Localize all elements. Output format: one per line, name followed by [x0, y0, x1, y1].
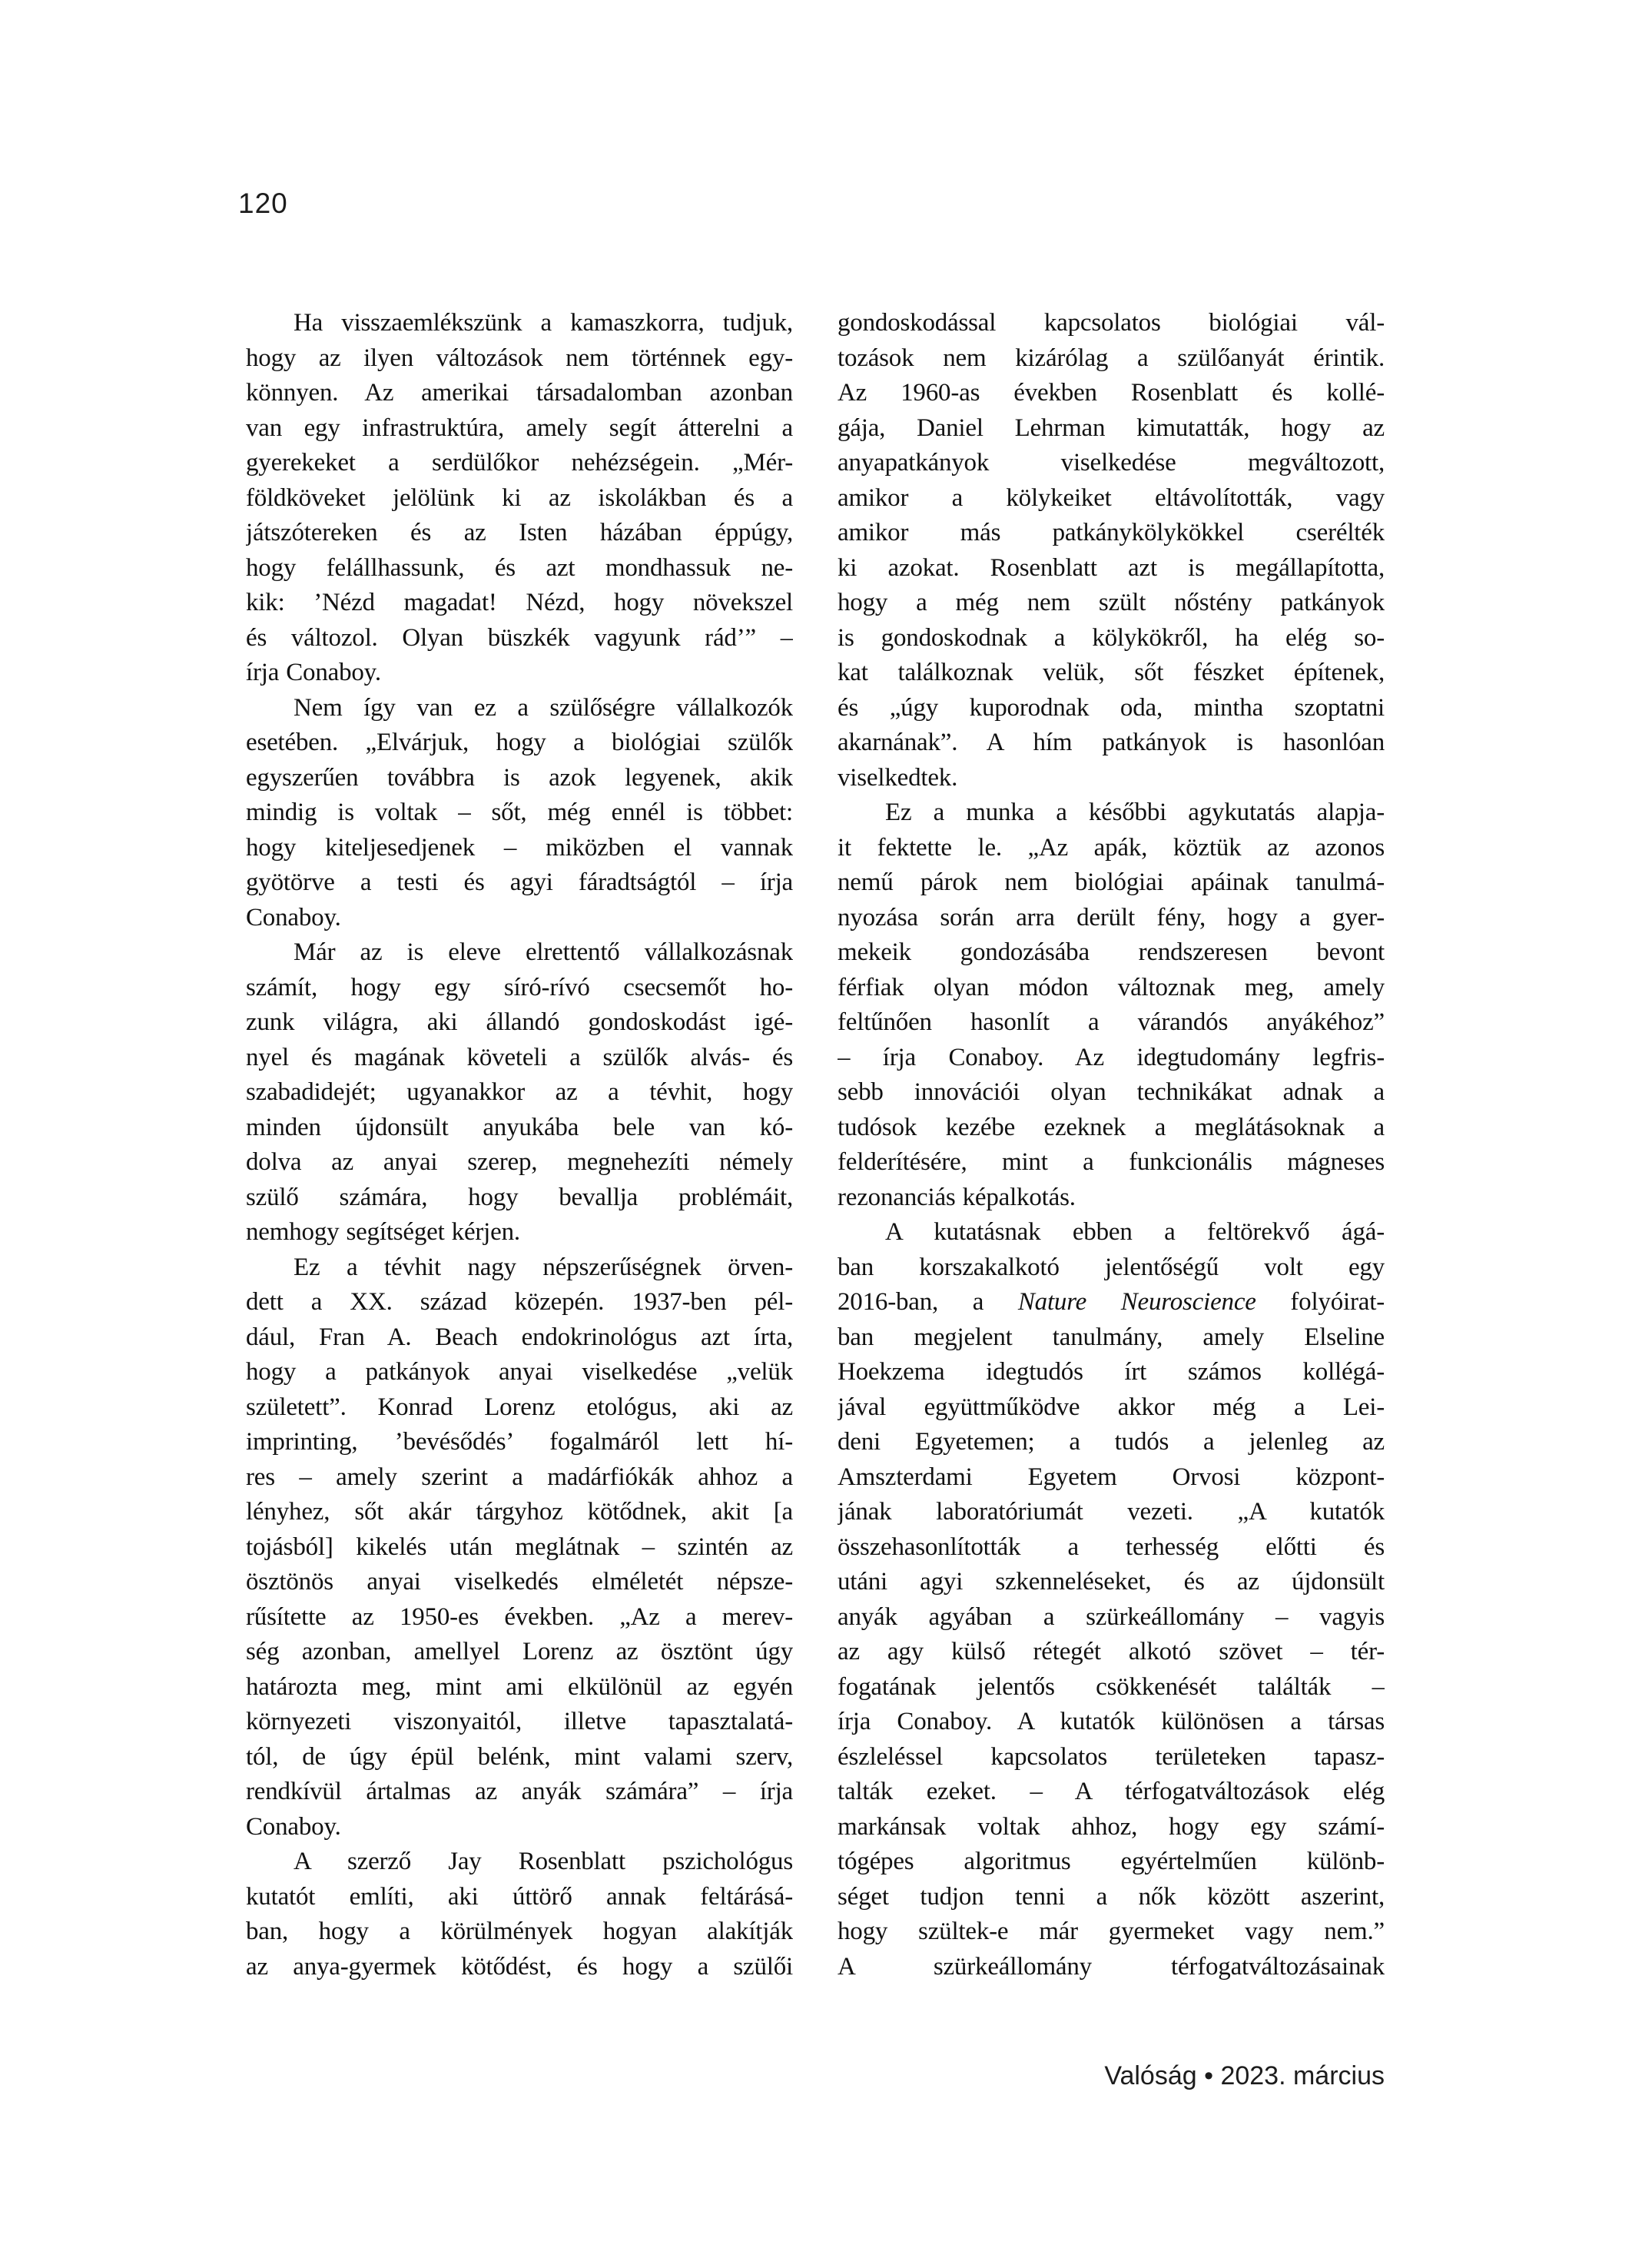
- journal-title-italic: Nature Neuroscience: [1017, 1288, 1256, 1316]
- text-line: Az 1960-as években Rosenblatt és kollé-: [838, 379, 1385, 407]
- text-line: van egy infrastruktúra, amely segít átterelni a: [246, 413, 793, 442]
- text-line: Conaboy.: [246, 903, 341, 931]
- text-line: kutatót említi, aki úttörő annak feltárásá-: [246, 1882, 793, 1911]
- text-line: rendkívül ártalmas az anyák számára” – írja: [246, 1778, 793, 1805]
- text-line: ban, hogy a körülmények hogyan alakítják: [246, 1918, 793, 1945]
- text-line: zunk világra, aki állandó gondoskodást igé-: [246, 1008, 793, 1036]
- text-line: nyel és magának követeli a szülők alvás- és: [246, 1043, 793, 1071]
- text-line: deni Egyetemen; a tudós a jelenleg az: [838, 1428, 1385, 1456]
- text-line: mindig is voltak – sőt, még ennél is többet:: [246, 799, 793, 826]
- text-line: felderítésére, mint a funkcionális mágneses: [838, 1148, 1385, 1176]
- text-line: tozások nem kizárólag a szülőanyát érintik.: [838, 344, 1385, 372]
- text-line: tól, de úgy épül belénk, mint valami szerv,: [246, 1742, 793, 1771]
- text-line: szabadidejét; ugyanakkor az a tévhit, hogy: [246, 1078, 793, 1106]
- text-line: A szürkeállomány térfogatváltozásainak: [838, 1952, 1385, 1981]
- article-text: [246, 306, 1385, 1984]
- text-line: rűsítette az 1950-es években. „Az a merev-: [246, 1602, 793, 1631]
- text-line: is gondoskodnak a kölykökről, ha elég so-: [838, 623, 1385, 652]
- text-line: sebb innovációi olyan technikákat adnak a: [838, 1078, 1385, 1106]
- text-line: Hoekzema idegtudós írt számos kollégá-: [838, 1358, 1385, 1386]
- text-line: mekeik gondozásába rendszeresen bevont: [838, 938, 1385, 966]
- text-line: Amszterdami Egyetem Orvosi központ-: [838, 1463, 1385, 1491]
- text-line: született”. Konrad Lorenz etológus, aki az: [246, 1393, 793, 1421]
- text-line: utáni agyi szkenneléseket, és az újdonsült: [838, 1568, 1385, 1596]
- text-line: számít, hogy egy síró-rívó csecsemőt ho-: [246, 973, 793, 1001]
- text-line: földköveket jelölünk ki az iskolákban és a: [246, 483, 793, 512]
- text-line: határozta meg, mint ami elkülönül az egyén: [246, 1672, 793, 1701]
- text-line: viselkedtek.: [838, 763, 958, 792]
- text-line: A kutatásnak ebben a feltörekvő ágá-: [885, 1218, 1385, 1246]
- footer-journal-line: Valóság • 2023. március: [1104, 2061, 1385, 2090]
- column-left: [246, 306, 793, 1984]
- text-line: gája, Daniel Lehrman kimutatták, hogy az: [838, 413, 1385, 442]
- text-line: Már az is eleve elrettentő vállalkozásnak: [294, 938, 793, 966]
- text-line: dett a XX. század közepén. 1937-ben pél-: [246, 1288, 793, 1316]
- text-line: jával együttműködve akkor még a Lei-: [838, 1393, 1385, 1421]
- text-line: nemű párok nem biológiai apáinak tanulmá-: [838, 868, 1385, 896]
- text-line: imprinting, ’bevésődés’ fogalmáról lett hí-: [246, 1428, 793, 1456]
- text-line: – írja Conaboy. Az idegtudomány legfris-: [838, 1043, 1385, 1071]
- text-line: anyák agyában a szürkeállomány – vagyis: [838, 1602, 1385, 1631]
- text-line: nemhogy segítséget kérjen.: [246, 1218, 520, 1246]
- text-line: rezonanciás képalkotás.: [838, 1183, 1076, 1211]
- text-line: Ez a tévhit nagy népszerűségnek örven-: [294, 1253, 793, 1281]
- text-line: játszótereken és az Isten házában éppúgy,: [246, 519, 793, 546]
- text-line: gyötörve a testi és agyi fáradtságtól – írja: [246, 868, 793, 896]
- text-line: anyapatkányok viselkedése megváltozott,: [838, 449, 1385, 477]
- text-line: akarnának”. A hím patkányok is hasonlóan: [838, 729, 1385, 756]
- text-line: markánsak voltak ahhoz, hogy egy számí-: [838, 1812, 1385, 1841]
- text-line: és változol. Olyan büszkék vagyunk rád’” –: [246, 623, 793, 652]
- text-line: és „úgy kuporodnak oda, mintha szoptatni: [838, 693, 1385, 722]
- text-line: kat találkoznak velük, sőt fészket építenek,: [838, 659, 1385, 686]
- text-line: könnyen. Az amerikai társadalomban azonban: [246, 379, 793, 407]
- text-line: lényhez, sőt akár tárgyhoz kötődnek, akit [a: [246, 1498, 793, 1526]
- text-line: gyerekeket a serdülőkor nehézségein. „Mér-: [246, 449, 793, 477]
- text-line: írja Conaboy.: [246, 659, 381, 686]
- text-line: férfiak olyan módon változnak meg, amely: [838, 973, 1385, 1001]
- text-line: dául, Fran A. Beach endokrinológus azt írta,: [246, 1323, 793, 1351]
- text-line: dolva az anyai szerep, megnehezíti némely: [246, 1148, 793, 1176]
- text-line: Ez a munka a későbbi agykutatás alapja-: [885, 799, 1385, 826]
- text-line: hogy a patkányok anyai viselkedése „velük: [246, 1358, 793, 1386]
- text-line: res – amely szerint a madárfiókák ahhoz a: [246, 1463, 793, 1491]
- text-line: környezeti viszonyaitól, illetve tapasztalatá-: [246, 1708, 793, 1735]
- text-line: jának laboratóriumát vezeti. „A kutatók: [838, 1498, 1385, 1526]
- text-line: A szerző Jay Rosenblatt pszichológus: [294, 1848, 793, 1875]
- text-line: ban megjelent tanulmány, amely Elseline: [838, 1323, 1385, 1351]
- text-line: tudósok kezébe ezeknek a meglátásoknak a: [838, 1113, 1385, 1141]
- text-line: talták ezeket. – A térfogatváltozások elég: [838, 1778, 1385, 1805]
- text-line: összehasonlították a terhesség előtti és: [838, 1532, 1385, 1561]
- text-line: tojásból] kikelés után meglátnak – szintén az: [246, 1532, 793, 1561]
- text-line: 2016-ban, a Nature Neuroscience folyóirat-: [838, 1288, 1385, 1316]
- text-line: ban korszakalkotó jelentőségű volt egy: [838, 1253, 1385, 1281]
- text-line: hogy felállhassunk, és azt mondhassuk ne-: [246, 553, 793, 582]
- text-line: séget tudjon tenni a nők között aszerint,: [838, 1882, 1385, 1911]
- text-line: tógépes algoritmus egyértelműen különb-: [838, 1848, 1385, 1875]
- text-line: írja Conaboy. A kutatók különösen a társas: [838, 1708, 1385, 1735]
- text-line: nyozása során arra derült fény, hogy a gyer-: [838, 903, 1385, 931]
- text-line: Ha visszaemlékszünk a kamaszkorra, tudjuk,: [294, 309, 793, 337]
- text-line: amikor a kölykeiket eltávolították, vagy: [838, 483, 1385, 512]
- text-line: hogy kiteljesedjenek – miközben el vannak: [246, 833, 793, 862]
- text-line: esetében. „Elvárjuk, hogy a biológiai szülők: [246, 729, 793, 756]
- text-line: Conaboy.: [246, 1812, 341, 1841]
- text-line: minden újdonsült anyukába bele van kó-: [246, 1113, 793, 1141]
- page-number: 120: [238, 188, 288, 219]
- text-line: egyszerűen továbbra is azok legyenek, akik: [246, 763, 793, 792]
- text-line: hogy a még nem szült nőstény patkányok: [838, 589, 1385, 616]
- text-line: amikor más patkánykölykökkel cserélték: [838, 519, 1385, 546]
- text-line: hogy az ilyen változások nem történnek egy-: [246, 344, 793, 372]
- text-line: hogy szültek-e már gyermeket vagy nem.”: [838, 1918, 1385, 1945]
- text-line: fogatának jelentős csökkenését találták –: [838, 1672, 1385, 1701]
- text-line: ösztönös anyai viselkedés elméletét népsze-: [246, 1568, 793, 1596]
- text-line: gondoskodással kapcsolatos biológiai vál-: [838, 309, 1385, 337]
- text-line: ség azonban, amellyel Lorenz az ösztönt úgy: [246, 1638, 793, 1665]
- text-line: feltűnően hasonlít a várandós anyákéhoz”: [838, 1008, 1385, 1036]
- text-line: szülő számára, hogy bevallja problémáit,: [246, 1183, 793, 1211]
- text-line: észleléssel kapcsolatos területeken tapasz-: [838, 1742, 1385, 1771]
- text-line: az agy külső rétegét alkotó szövet – tér-: [838, 1638, 1385, 1665]
- text-line: ki azokat. Rosenblatt azt is megállapította,: [838, 553, 1385, 582]
- column-right: [838, 306, 1385, 1984]
- text-line: it fektette le. „Az apák, köztük az azonos: [838, 833, 1385, 862]
- text-line: kik: ’Nézd magadat! Nézd, hogy növekszel: [246, 589, 793, 616]
- text-line: az anya-gyermek kötődést, és hogy a szülői: [246, 1952, 793, 1981]
- text-line: Nem így van ez a szülőségre vállalkozók: [294, 693, 793, 722]
